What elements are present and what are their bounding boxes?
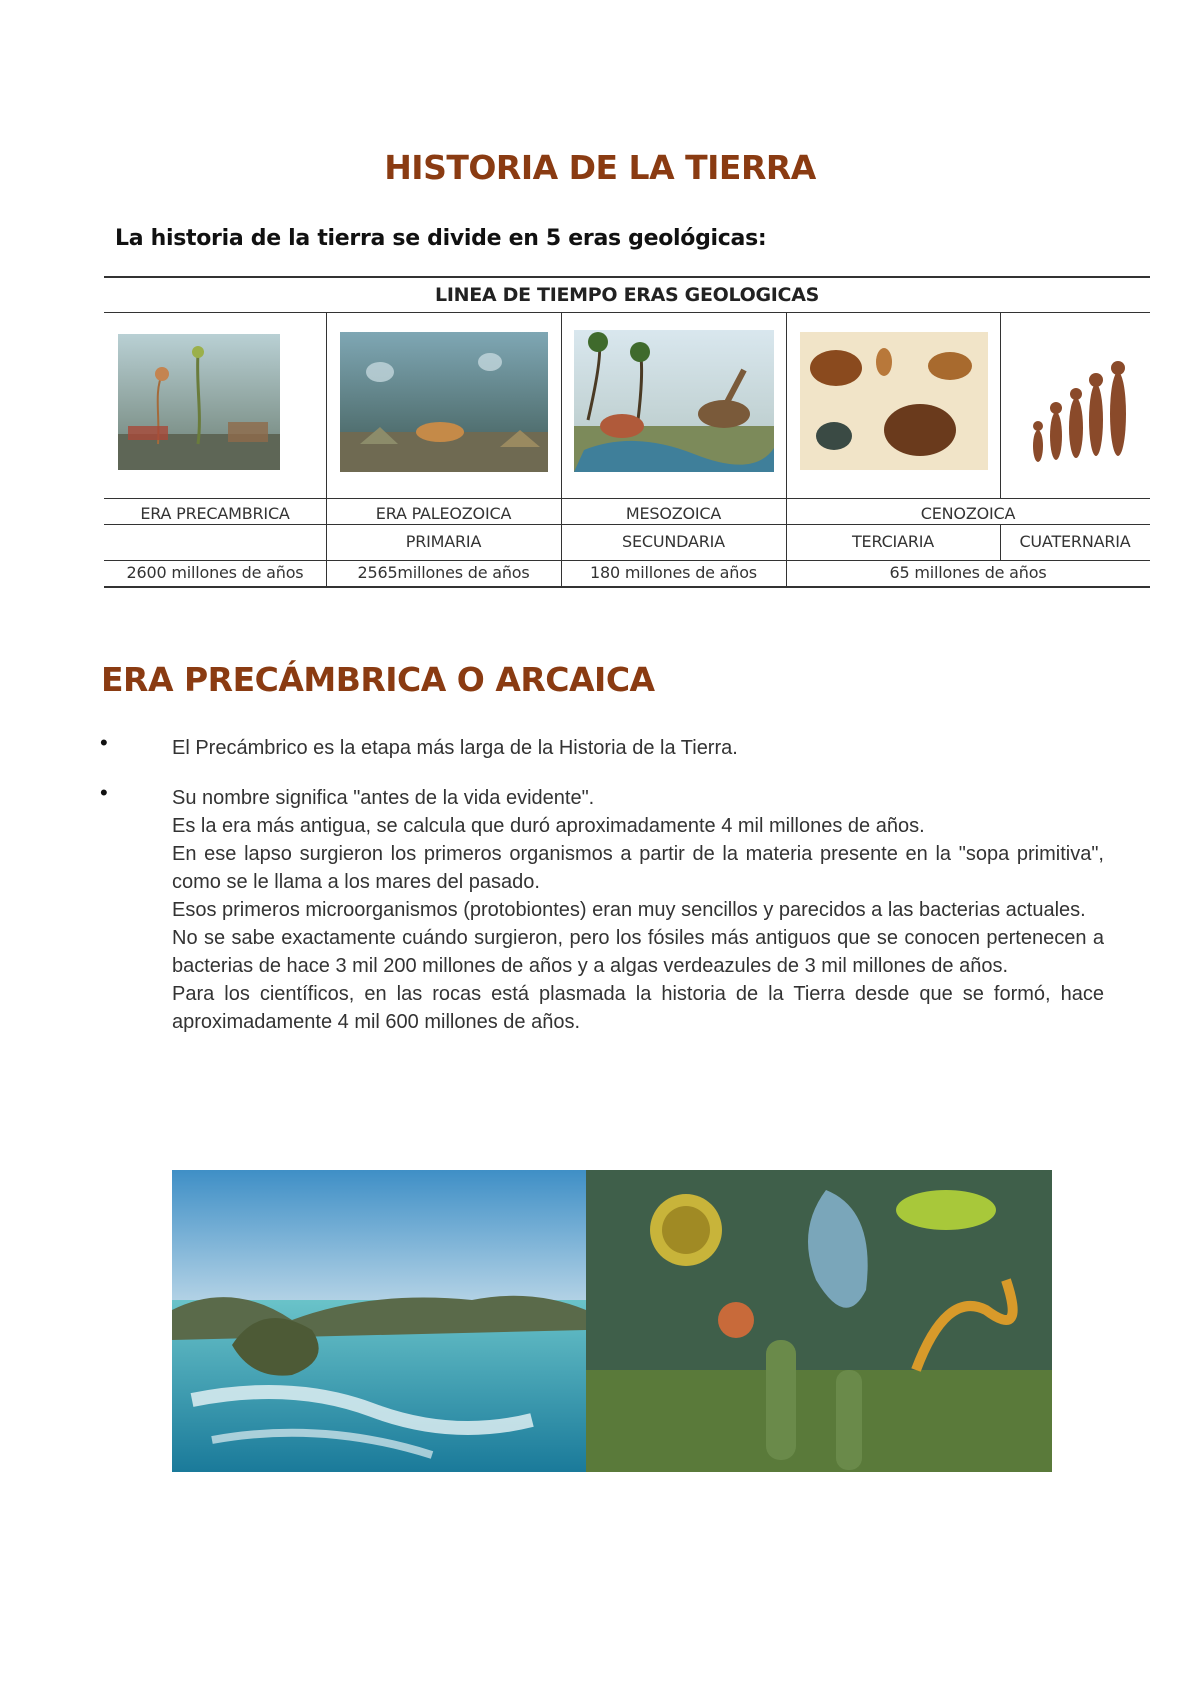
era-age: 2600 millones de años bbox=[126, 563, 304, 582]
page-subtitle: La historia de la tierra se divide en 5 eras geológicas: bbox=[115, 226, 767, 251]
era-age: 65 millones de años bbox=[889, 563, 1047, 582]
paragraph-line: No se sabe exactamente cuándo surgieron, pero los fósiles más antiguos que se conocen pertenecen a bacterias de hace 3 mil 200 millones de años y a algas verdeazules de 3 mil millones de años. bbox=[172, 927, 1104, 977]
era-subname: PRIMARIA bbox=[405, 532, 482, 551]
paragraph-line: Su nombre significa "antes de la vida evidente". bbox=[172, 787, 595, 809]
section-title: ERA PRECÁMBRICA O ARCAICA bbox=[101, 660, 655, 699]
mesozoic-illustration bbox=[574, 330, 774, 472]
human-evolution-illustration bbox=[1024, 336, 1134, 468]
bullet-paragraph bbox=[172, 734, 1104, 762]
bullet-icon: • bbox=[100, 780, 108, 805]
era-subname: TERCIARIA bbox=[851, 532, 935, 551]
era-name: CENOZOICA bbox=[920, 504, 1016, 523]
paragraph-line: Es la era más antigua, se calcula que duró aproximadamente 4 mil millones de años. bbox=[172, 815, 925, 837]
era-subname: SECUNDARIA bbox=[622, 532, 725, 551]
era-name: ERA PALEOZOICA bbox=[375, 504, 512, 523]
paleozoic-illustration bbox=[340, 332, 548, 472]
microorganisms-illustration bbox=[586, 1170, 1052, 1472]
timeline-heading: LINEA DE TIEMPO ERAS GEOLOGICAS bbox=[435, 284, 819, 306]
table-divider bbox=[104, 524, 1150, 525]
era-name: MESOZOICA bbox=[625, 504, 722, 523]
era-subname: CUATERNARIA bbox=[1019, 532, 1131, 551]
paragraph-line: Para los científicos, en las rocas está plasmada la historia de la Tierra desde que se formó, hace aproximadamente 4 mil 600 millones de años. bbox=[172, 983, 1104, 1033]
table-divider bbox=[104, 312, 1150, 313]
timeline-table bbox=[104, 276, 1150, 590]
island-aerial-photo bbox=[172, 1170, 586, 1472]
era-age: 2565millones de años bbox=[357, 563, 530, 582]
precambrian-illustration bbox=[118, 334, 280, 470]
paragraph-line: En ese lapso surgieron los primeros organismos a partir de la materia presente en la "sopa primitiva", como se le llama a los mares del pasado. bbox=[172, 843, 1104, 893]
table-divider bbox=[1000, 312, 1001, 498]
paragraph-line: Esos primeros microorganismos (protobiontes) eran muy sencillos y parecidos a las bacterias actuales. bbox=[172, 899, 1086, 921]
paragraph-line: El Precámbrico es la etapa más larga de la Historia de la Tierra. bbox=[172, 737, 738, 759]
cenozoic-animals-illustration bbox=[800, 332, 988, 470]
era-name: ERA PRECAMBRICA bbox=[140, 504, 290, 523]
bullet-icon: • bbox=[100, 730, 108, 755]
era-age: 180 millones de años bbox=[590, 563, 757, 582]
bullet-paragraph bbox=[172, 784, 1104, 1036]
table-border-top bbox=[104, 276, 1150, 278]
table-border-bottom bbox=[104, 586, 1150, 588]
table-divider bbox=[104, 498, 1150, 499]
page-title: HISTORIA DE LA TIERRA bbox=[384, 148, 816, 187]
table-divider bbox=[104, 560, 1150, 561]
